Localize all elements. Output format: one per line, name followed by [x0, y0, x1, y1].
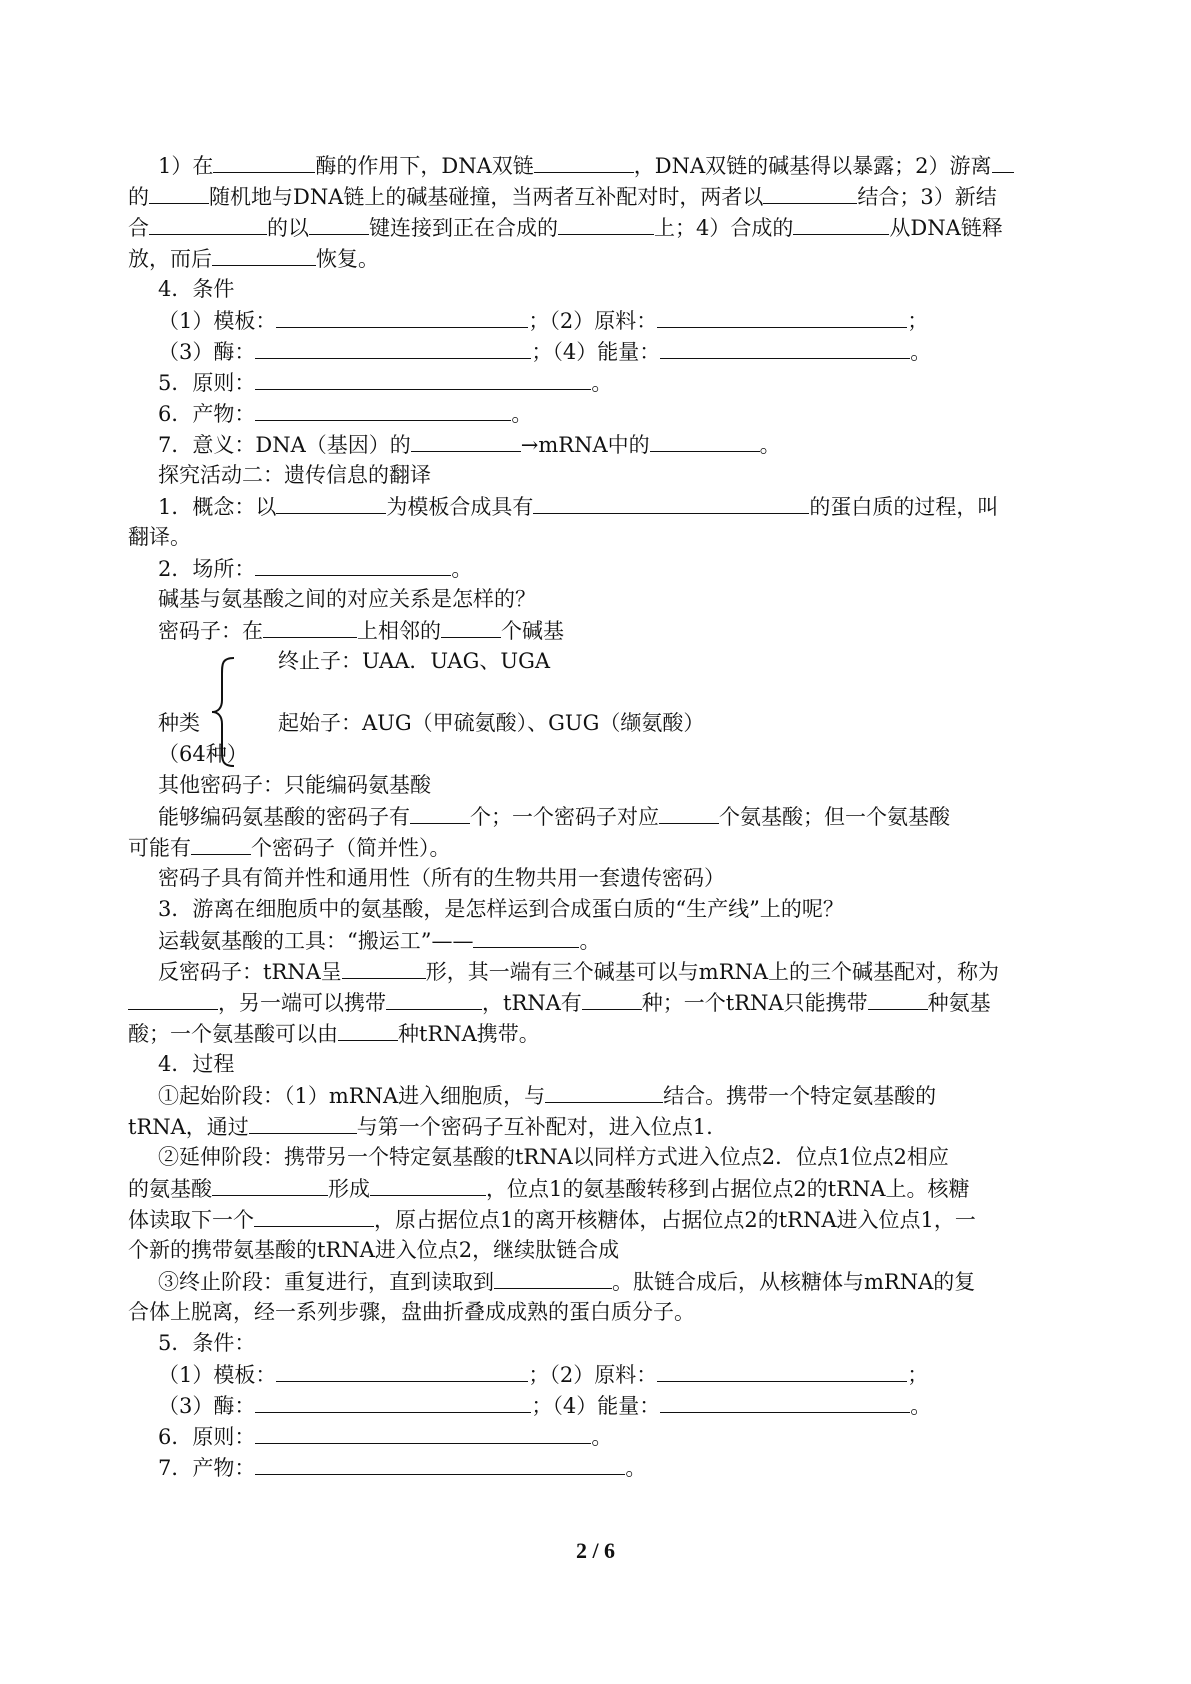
text-line-l28: [128, 987, 991, 1017]
text-fragment: 5．原则：: [158, 371, 256, 395]
fill-in-blank[interactable]: [255, 553, 451, 576]
text-fragment: 从DNA链释: [889, 216, 1003, 240]
text-line-l41: [158, 1390, 931, 1420]
fill-in-blank[interactable]: [534, 150, 634, 173]
fill-in-blank[interactable]: [149, 212, 267, 235]
text-fragment: 个碱基: [501, 619, 564, 643]
text-fragment: 键连接到正在合成的: [369, 216, 558, 240]
text-fragment: 3．游离在细胞质中的氨基酸，是怎样运到合成蛋白质的“生产线”上的呢？: [158, 897, 844, 921]
text-fragment: 形，其一端有三个碱基可以与mRNA上的三个碱基配对，称为: [425, 960, 1000, 984]
text-line-l33: [158, 1142, 949, 1172]
text-fragment: 体读取下一个: [128, 1208, 254, 1232]
fill-in-blank[interactable]: [249, 1111, 357, 1134]
fill-in-blank[interactable]: [657, 305, 907, 328]
text-fragment: 。: [759, 433, 781, 457]
text-fragment: 结合。携带一个特定氨基酸的: [663, 1084, 937, 1108]
text-line-l38: [128, 1297, 695, 1327]
text-fragment: 种tRNA携带。: [398, 1022, 540, 1046]
fill-in-blank[interactable]: [441, 615, 501, 638]
text-fragment: 。: [579, 929, 601, 953]
text-fragment: 1．概念：以: [158, 495, 277, 519]
text-fragment: ；: [907, 1363, 929, 1387]
text-line-l03: [128, 212, 1003, 242]
text-fragment: 酶的作用下，DNA双链: [315, 154, 534, 178]
text-fragment: 。: [591, 1425, 613, 1449]
text-line-l09: [158, 398, 532, 428]
text-fragment: （64种）: [158, 742, 248, 766]
text-line-l07: [158, 336, 931, 366]
fill-in-blank[interactable]: [558, 212, 654, 235]
fill-in-blank[interactable]: [533, 491, 809, 514]
text-line-l14: [158, 553, 472, 583]
text-fragment: 放，而后: [128, 247, 212, 271]
text-fragment: 。: [625, 1456, 647, 1480]
text-fragment: （3）酶：: [158, 340, 256, 364]
text-fragment: 恢复。: [316, 247, 379, 271]
text-fragment: 探究活动二：遗传信息的翻译: [158, 463, 431, 487]
text-fragment: 4．过程: [158, 1052, 235, 1076]
text-fragment: 6．原则：: [158, 1425, 256, 1449]
text-fragment: 其他密码子：只能编码氨基酸: [158, 773, 431, 797]
text-fragment: tRNA，通过: [128, 1115, 249, 1139]
text-fragment: 5．条件：: [158, 1331, 256, 1355]
fill-in-blank[interactable]: [276, 491, 386, 514]
text-fragment: ③终止阶段：重复进行，直到读取到: [158, 1270, 494, 1294]
text-fragment: 6．产物：: [158, 402, 256, 426]
text-fragment: 的蛋白质的过程，叫: [809, 495, 999, 519]
fill-in-blank[interactable]: [255, 336, 531, 359]
text-fragment: 终止子：UAA．UAG、UGA: [278, 649, 551, 673]
text-line-l34: [128, 1173, 970, 1203]
text-line-l43: [158, 1452, 646, 1482]
text-line-l12: [158, 491, 998, 521]
fill-in-blank[interactable]: [338, 1018, 398, 1041]
text-fragment: 密码子具有简并性和通用性（所有的生物共用一套遗传密码）: [158, 866, 725, 890]
text-fragment: ，另一端可以携带: [218, 991, 386, 1015]
text-line-l02: [128, 181, 997, 211]
text-fragment: 。肽链合成后，从核糖体与mRNA的复: [612, 1270, 976, 1294]
text-fragment: 个氨基酸；但一个氨基酸: [719, 805, 950, 829]
text-fragment: ，位点1的氨基酸转移到占据位点2的tRNA上。核糖: [486, 1177, 970, 1201]
text-line-l05: [158, 274, 234, 304]
fill-in-blank[interactable]: [213, 150, 315, 173]
text-line-l16: [158, 615, 564, 645]
text-line-l06: [158, 305, 928, 335]
fill-in-blank[interactable]: [657, 1359, 907, 1382]
text-fragment: （3）酶：: [158, 1394, 256, 1418]
text-fragment: 与第一个密码子互补配对，进入位点1.: [356, 1115, 713, 1139]
text-line-l23: [128, 832, 451, 862]
text-fragment: →mRNA中的: [520, 433, 650, 457]
fill-in-blank[interactable]: [650, 429, 760, 452]
text-fragment: 可能有: [128, 836, 191, 860]
text-fragment: 反密码子：tRNA呈: [158, 960, 342, 984]
text-line-l18: [158, 708, 200, 738]
fill-in-blank[interactable]: [370, 1173, 486, 1196]
fill-in-blank[interactable]: [191, 832, 251, 855]
text-fragment: 2．场所：: [158, 557, 256, 581]
text-fragment: （1）模板：: [158, 309, 277, 333]
text-line-l19: [278, 708, 704, 738]
text-fragment: 形成: [328, 1177, 370, 1201]
fill-in-blank[interactable]: [255, 367, 591, 390]
fill-in-blank[interactable]: [868, 987, 928, 1010]
text-fragment: 个密码子（简并性）。: [251, 836, 451, 860]
fill-in-blank[interactable]: [149, 181, 209, 204]
text-line-l15: [158, 584, 536, 614]
text-fragment: ；（4）能量：: [531, 1394, 661, 1418]
text-line-l40: [158, 1359, 928, 1389]
text-fragment: ；（4）能量：: [531, 340, 661, 364]
text-fragment: ，tRNA有: [482, 991, 582, 1015]
text-line-l13: [128, 522, 191, 552]
text-fragment: ；: [907, 309, 929, 333]
text-fragment: 个新的携带氨基酸的tRNA进入位点2，继续肽链合成: [128, 1238, 620, 1262]
text-fragment: 。: [591, 371, 613, 395]
text-fragment: ，原占据位点1的离开核糖体，占据位点2的tRNA进入位点1，一: [374, 1208, 976, 1232]
fill-in-blank[interactable]: [309, 212, 369, 235]
fill-in-blank[interactable]: [660, 336, 910, 359]
text-line-l24: [158, 863, 725, 893]
text-line-l39: [158, 1328, 255, 1358]
text-fragment: 运载氨基酸的工具：“搬运工”——: [158, 929, 474, 953]
text-fragment: 4．条件: [158, 277, 235, 301]
fill-in-blank[interactable]: [255, 398, 511, 421]
fill-in-blank[interactable]: [255, 1390, 531, 1413]
text-fragment: 碱基与氨基酸之间的对应关系是怎样的？: [158, 587, 536, 611]
fill-in-blank[interactable]: [411, 429, 521, 452]
text-line-l08: [158, 367, 612, 397]
text-fragment: 起始子：AUG（甲硫氨酸）、GUG（缬氨酸）: [278, 711, 705, 735]
text-fragment: 随机地与DNA链上的碱基碰撞，当两者互补配对时，两者以: [209, 185, 764, 209]
fill-in-blank[interactable]: [212, 1173, 328, 1196]
text-fragment: 上相邻的: [357, 619, 441, 643]
text-fragment: 种；一个tRNA只能携带: [641, 991, 868, 1015]
text-fragment: 1）在: [158, 154, 214, 178]
text-line-l01: [158, 150, 1014, 180]
text-line-l32: [128, 1111, 713, 1141]
fill-in-blank[interactable]: [386, 987, 482, 1010]
fill-in-blank[interactable]: [582, 987, 642, 1010]
text-line-l26: [158, 925, 600, 955]
text-line-l17: [278, 646, 550, 676]
fill-in-blank[interactable]: [212, 243, 316, 266]
fill-in-blank[interactable]: [545, 1080, 663, 1103]
text-fragment: 。: [910, 1394, 932, 1418]
fill-in-blank[interactable]: [659, 801, 719, 824]
fill-in-blank[interactable]: [494, 1266, 612, 1289]
fill-in-blank[interactable]: [763, 181, 857, 204]
fill-in-blank[interactable]: [255, 1421, 591, 1444]
text-fragment: 合体上脱离，经一系列步骤，盘曲折叠成成熟的蛋白质分子。: [128, 1300, 695, 1324]
text-fragment: 上；4）合成的: [654, 216, 794, 240]
text-line-l10: [158, 429, 781, 459]
page-number: 2 / 6: [575, 1538, 616, 1563]
text-fragment: （1）模板：: [158, 1363, 277, 1387]
text-fragment: 密码子：在: [158, 619, 263, 643]
fill-in-blank[interactable]: [276, 305, 528, 328]
fill-in-blank[interactable]: [992, 150, 1014, 173]
text-line-l35: [128, 1204, 976, 1234]
text-fragment: 。: [511, 402, 533, 426]
text-line-l42: [158, 1421, 612, 1451]
text-fragment: 的氨基酸: [128, 1177, 212, 1201]
text-fragment: 的: [128, 185, 149, 209]
text-line-l30: [158, 1049, 234, 1079]
fill-in-blank[interactable]: [276, 1359, 528, 1382]
fill-in-blank[interactable]: [263, 615, 357, 638]
text-fragment: 。: [451, 557, 473, 581]
text-fragment: ；（2）原料：: [528, 309, 658, 333]
text-line-l27: [158, 956, 999, 986]
text-fragment: 合: [128, 216, 149, 240]
text-line-l36: [128, 1235, 619, 1265]
text-line-l25: [158, 894, 844, 924]
fill-in-blank[interactable]: [128, 987, 218, 1010]
fill-in-blank[interactable]: [410, 801, 470, 824]
text-fragment: 7．产物：: [158, 1456, 256, 1480]
text-fragment: 个；一个密码子对应: [470, 805, 659, 829]
text-line-l21: [158, 770, 431, 800]
fill-in-blank[interactable]: [254, 1204, 374, 1227]
text-fragment: 种氨基: [927, 991, 991, 1015]
text-line-l37: [158, 1266, 975, 1296]
text-fragment: 种类: [158, 711, 200, 735]
fill-in-blank[interactable]: [473, 925, 579, 948]
fill-in-blank[interactable]: [255, 1452, 625, 1475]
text-line-l04: [128, 243, 379, 273]
text-line-l29: [128, 1018, 540, 1048]
fill-in-blank[interactable]: [342, 956, 426, 979]
text-fragment: ①起始阶段：（1）mRNA进入细胞质，与: [158, 1084, 546, 1108]
text-fragment: 为模板合成具有: [386, 495, 534, 519]
text-fragment: 结合；3）新结: [857, 185, 997, 209]
text-fragment: 酸；一个氨基酸可以由: [128, 1022, 338, 1046]
text-fragment: 的以: [267, 216, 309, 240]
text-fragment: ，DNA双链的碱基得以暴露；2）游离: [633, 154, 992, 178]
text-fragment: ；（2）原料：: [528, 1363, 658, 1387]
curly-brace-icon: [208, 656, 238, 768]
text-fragment: 能够编码氨基酸的密码子有: [158, 805, 410, 829]
text-line-l31: [158, 1080, 936, 1110]
text-fragment: 。: [910, 340, 932, 364]
fill-in-blank[interactable]: [660, 1390, 910, 1413]
text-fragment: ②延伸阶段：携带另一个特定氨基酸的tRNA以同样方式进入位点2．位点1位点2相应: [158, 1145, 949, 1169]
fill-in-blank[interactable]: [793, 212, 889, 235]
text-fragment: 翻译。: [128, 525, 191, 549]
text-line-l11: [158, 460, 431, 490]
text-fragment: 7．意义：DNA（基因）的: [158, 433, 411, 457]
text-line-l22: [158, 801, 950, 831]
